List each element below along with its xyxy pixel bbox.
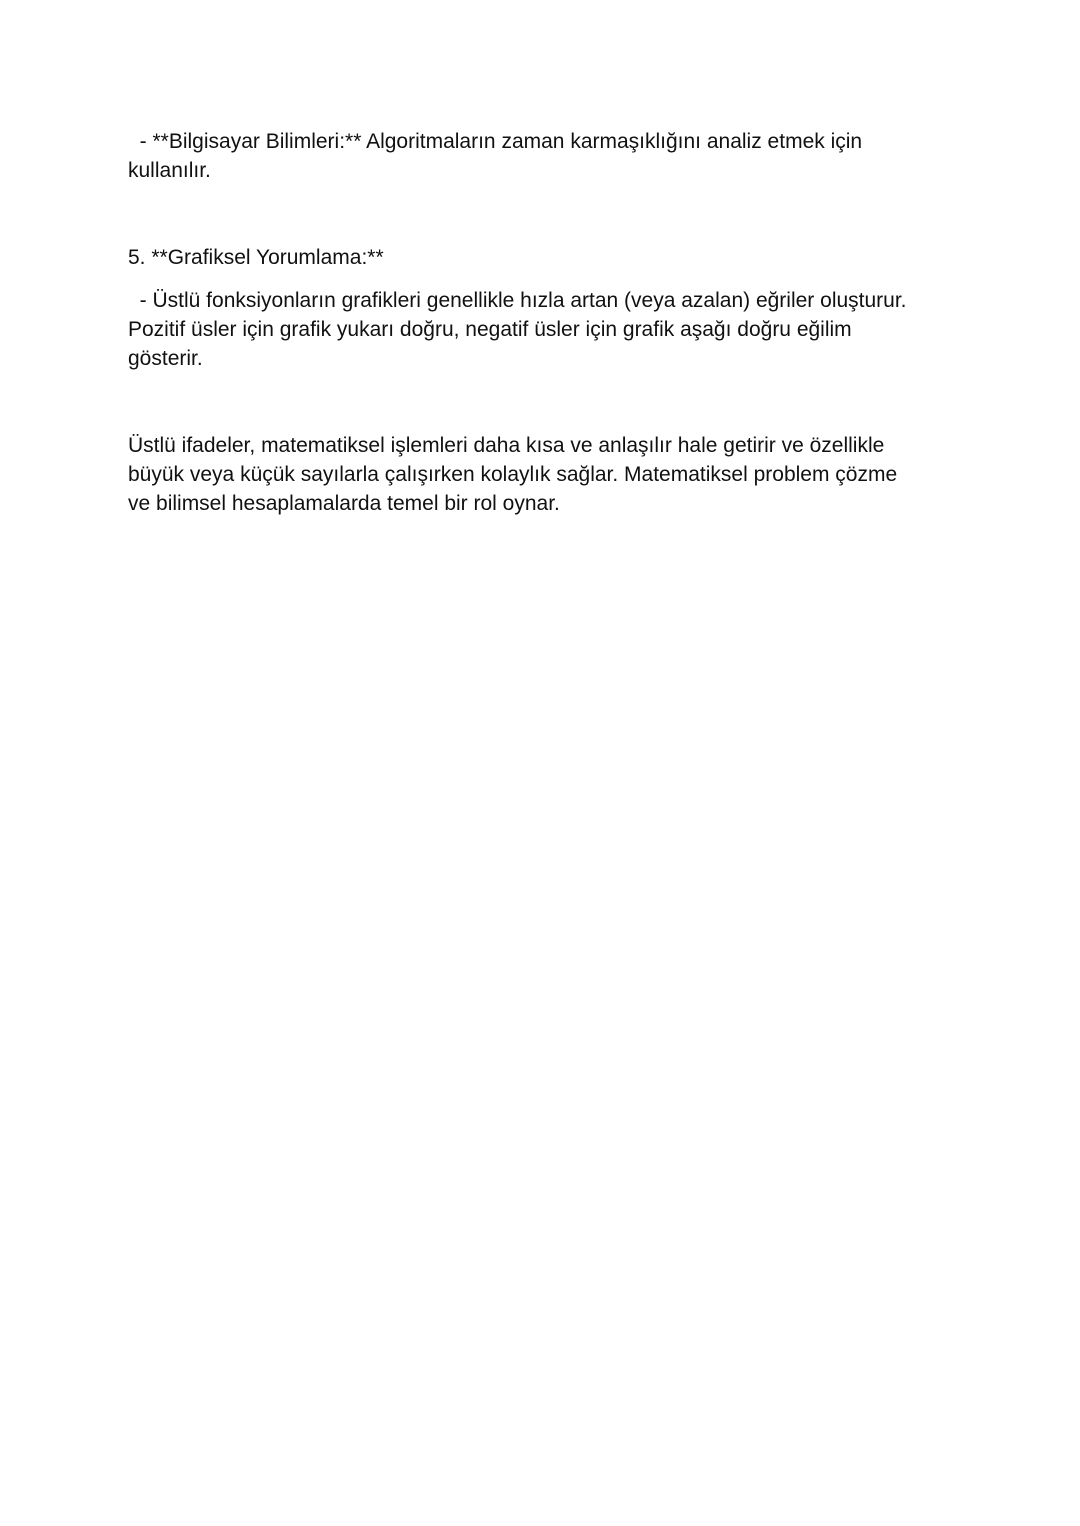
text-line: Üstlü ifadeler, matematiksel işlemleri daha kısa ve anlaşılır hale getirir ve özellikle bbox=[128, 434, 885, 457]
text-line: ve bilimsel hesaplamalarda temel bir rol oynar. bbox=[128, 492, 560, 515]
computer-science-bullet bbox=[128, 127, 958, 185]
text-line: büyük veya küçük sayılarla çalışırken kolaylık sağlar. Matematiksel problem çözme bbox=[128, 463, 898, 486]
text-line: kullanılır. bbox=[128, 159, 211, 182]
text-line: Pozitif üsler için grafik yukarı doğru, negatif üsler için grafik aşağı doğru eğilim bbox=[128, 318, 852, 341]
text-line: 5. **Grafiksel Yorumlama:** bbox=[128, 246, 384, 269]
graphical-interpretation-heading bbox=[128, 243, 958, 272]
graphical-interpretation-bullet bbox=[128, 286, 958, 373]
conclusion-paragraph bbox=[128, 431, 958, 518]
text-line: gösterir. bbox=[128, 347, 203, 370]
text-line: - **Bilgisayar Bilimleri:** Algoritmaların zaman karmaşıklığını analiz etmek için bbox=[128, 130, 863, 153]
text-line: - Üstlü fonksiyonların grafikleri genellikle hızla artan (veya azalan) eğriler oluşturur. bbox=[128, 289, 907, 312]
